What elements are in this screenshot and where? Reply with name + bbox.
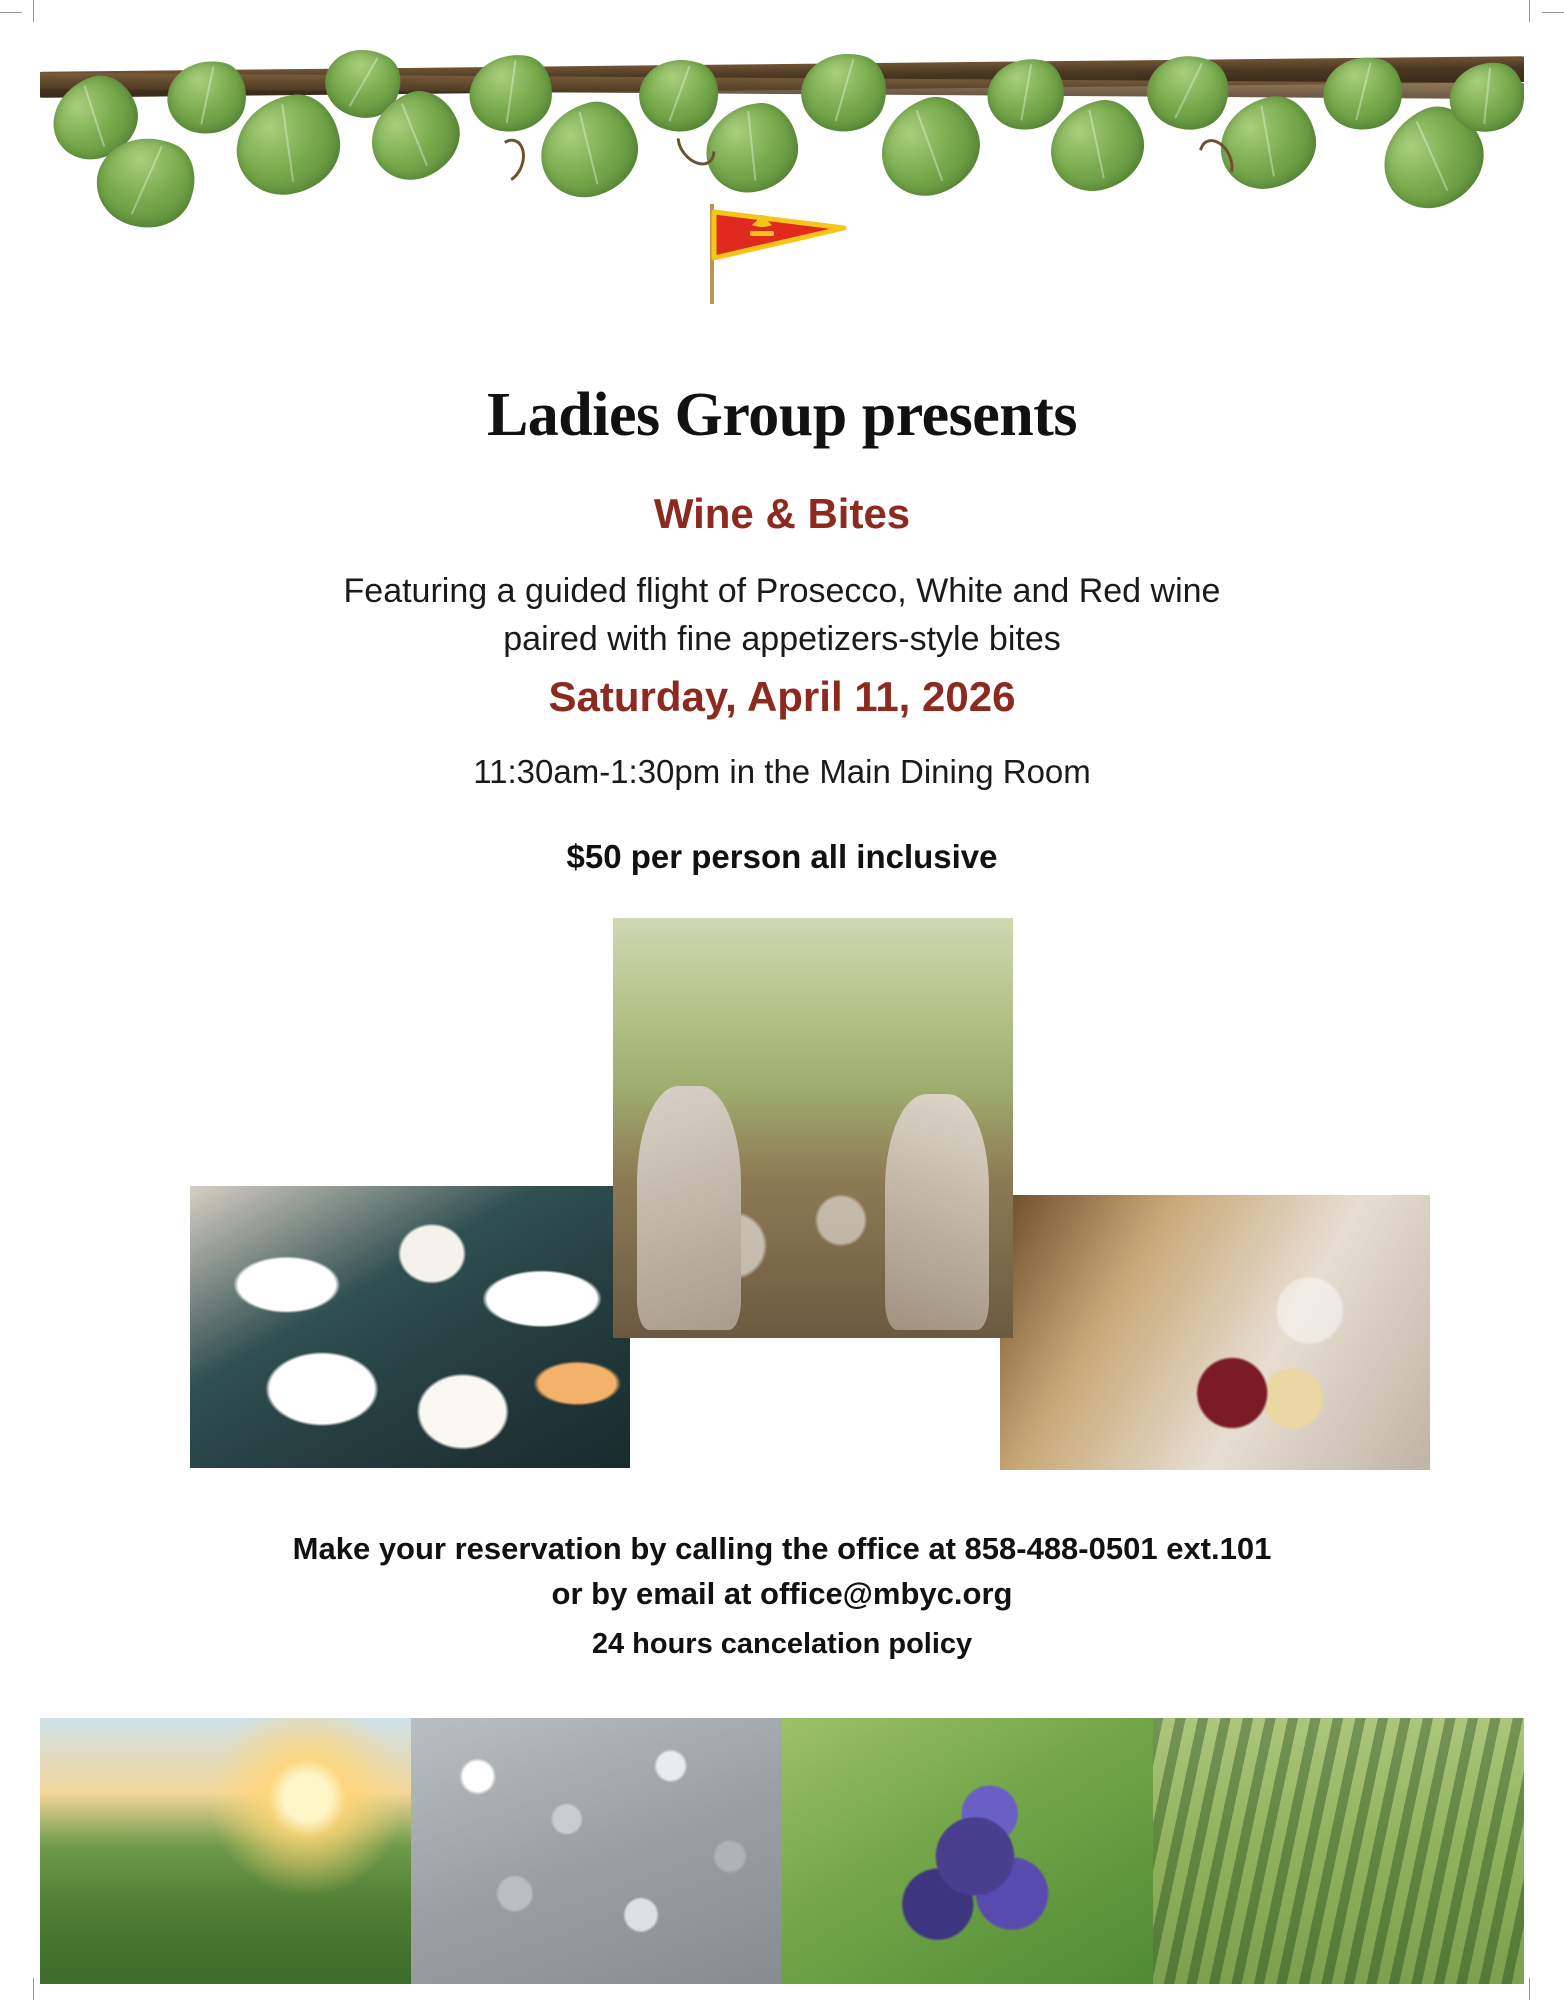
vineyard-sunset-image	[40, 1718, 411, 1984]
pouring-red-wine-image	[1000, 1195, 1430, 1470]
grape-cluster-photo	[782, 1718, 1153, 1984]
crop-mark-top-left	[33, 0, 34, 22]
pouring-red-wine-photo	[1000, 1195, 1430, 1470]
vineyard-sunset-photo	[40, 1718, 411, 1984]
event-description-line-1: Featuring a guided flight of Prosecco, White and Red wine	[343, 572, 1221, 610]
event-subtitle: Wine & Bites	[653, 489, 911, 537]
yacht-club-burgee-icon	[692, 198, 872, 308]
flyer-page	[40, 18, 1524, 1984]
event-price: $50 per person all inclusive	[566, 838, 998, 875]
grape-cluster-image	[782, 1718, 1153, 1984]
event-description	[40, 567, 1524, 664]
page-title: Ladies Group presents	[486, 380, 1078, 449]
grape-leaf-icon	[1213, 90, 1323, 195]
event-date: Saturday, April 11, 2026	[548, 673, 1016, 720]
vineyard-rows-photo	[1153, 1718, 1524, 1984]
grape-leaf-icon	[230, 89, 347, 201]
grape-leaf-icon	[702, 99, 803, 196]
crop-mark-bottom-left	[33, 1978, 34, 2000]
reservation-instructions	[40, 1527, 1524, 1617]
vine-tendril-icon	[485, 134, 531, 188]
bottom-photo-strip	[40, 1718, 1524, 1984]
gravel-stones-photo	[411, 1718, 782, 1984]
crop-mark-right-top	[1542, 12, 1564, 13]
grape-leaf-icon	[465, 49, 557, 138]
cancelation-policy: 24 hours cancelation policy	[591, 1628, 973, 1660]
women-toasting-wine-photo	[613, 918, 1013, 1338]
crop-mark-left-top	[0, 12, 22, 13]
gravel-stones-image	[411, 1718, 782, 1984]
crop-mark-top-right	[1529, 0, 1530, 22]
reservation-email-line: or by email at office@mbyc.org	[551, 1575, 1013, 1611]
grape-leaf-icon	[867, 86, 993, 209]
vineyard-rows-image	[1153, 1718, 1524, 1984]
grape-leaf-icon	[793, 42, 896, 142]
reservation-phone-line: Make your reservation by calling the office at 858-488-0501 ext.101	[292, 1531, 1272, 1566]
event-description-line-2: paired with fine appetizers-style bites	[503, 620, 1061, 659]
women-toasting-wine-image	[613, 918, 1013, 1338]
appetizers-platter-photo	[190, 1186, 630, 1468]
grape-leaf-icon	[161, 53, 253, 142]
event-time-location: 11:30am-1:30pm in the Main Dining Room	[473, 753, 1091, 790]
appetizers-platter-image	[190, 1186, 630, 1468]
crop-mark-bottom-right	[1529, 1978, 1530, 2000]
